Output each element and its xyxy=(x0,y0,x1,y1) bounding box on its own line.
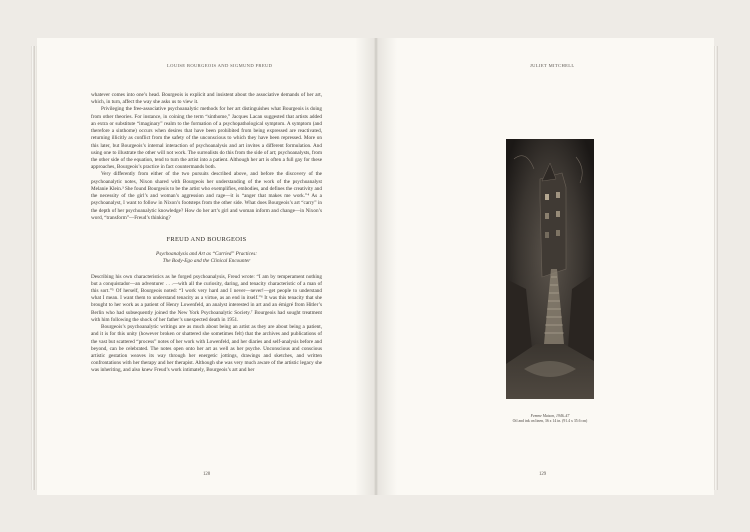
body-paragraph: Very differently from either of the two pursuits described above, and before the discovery of the psychoanalytic notes, Nixon shared with Bourgeois her understanding of the work of the psychoanalyst Melanie Klein.³ She found Bourgeois to be the artist who exemplifies, embodies, and defines the creativity and the necessity of the girl’s and woman’s aggression and rage—it is “anger that makes me work.”⁴ As a psychoanalyst, I want to follow in Nixon’s footsteps from the other side. What does Bourgeois’s art “carry” in the depth of her psychoanalytic knowledge? How do her art’s girl and woman inform and change—in Nixon’s word, “transform”—Freud’s thinking? xyxy=(91,171,322,221)
artwork-plate xyxy=(506,139,594,399)
right-running-head: JULIET MITCHELL xyxy=(530,63,575,68)
femme-maison-image xyxy=(506,139,594,399)
caption-title: Femme Maison, 1946–47 xyxy=(530,414,570,418)
subtitle-line-2: The Body-Ego and the Clinical Encounter xyxy=(162,258,251,265)
left-page xyxy=(37,38,376,495)
left-running-head: LOUISE BOURGEOIS AND SIGMUND FREUD xyxy=(167,63,273,68)
section-title: FREUD AND BOURGEOIS xyxy=(166,235,247,243)
subtitle-line-1: Psychoanalysis and Art as “Carried” Practices: xyxy=(156,251,257,258)
left-text-block xyxy=(91,92,322,375)
right-page xyxy=(376,38,714,495)
body-paragraph: whatever comes into one’s head. Bourgeois is explicit and insistent about the associative demands of her art, which, in turn, affect the way she asks us to view it. xyxy=(91,92,322,106)
book-gutter xyxy=(355,38,397,495)
section-subtitle xyxy=(91,251,322,265)
artwork-caption xyxy=(484,414,616,424)
right-page-number: 129 xyxy=(539,472,547,477)
body-paragraph: Bourgeois’s psychoanalytic writings are as much about being an artist as they are about being a patient, and it is for this unity (however broken or shattered she sometimes felt) that the archives and publications of the vast but scattered “process” notes of her work with Lowenfeld, and her diaries and self-analysis before and beyond, can be celebrated. The notes open onto her art as well as her psyche. Unconscious and conscious artistic gestation weaves its way through her energetic jottings, drawings and sketches, and written confrontations with her therapy and her therapist. Although she was very much aware of the artistic legacy she was inheriting, and also knew Freud’s work intimately, Bourgeois’s art and her xyxy=(91,324,322,374)
caption-medium: Oil and ink on linen, 36 x 14 in. (91.4 x 35.6 cm) xyxy=(512,419,588,423)
body-paragraph: Privileging the free-associative psychoanalytic methods for her art distinguishes what Bourgeois is doing from other theories. For instance, in coining the term “sinthome,” Jacques Lacan suggested that artists added an extra or substitute “imaginary” realm to the formation of a psychopathological symptom. A symptom (and therefore a sinthome) occurs when desires that have been prohibited from being expressed are reactivated, returning illicitly as conflict from the safety of the unconscious to which they have been repressed. More on this later, but Bourgeois’s internal interaction of psychoanalysis and art invites a different formulation. And using one to illustrate the other will not work. The surrealists do this from the side of art; psychoanalysts, from the other side of the equation, tend to turn the artist into a patient. Although her art is often a full gay for these approaches, Bourgeois’s practice in fact countermands both. xyxy=(91,106,322,171)
body-paragraph: Describing his own characteristics as he forged psychoanalysis, Freud wrote: “I am by temperament nothing but a conquistador—an adventurer . . .—with all the curiosity, daring, and tenacity characteristic of a man of this sort.”⁵ Of herself, Bourgeois noted: “I work very hard and I never—never!—get people to understand what I mean. I want them to understand tenacity as a virtue, as an end in itself.”⁶ It was this tenacity that she brought to her work as a patient of Henry Lowenfeld, an analyst interested in art and an émigré from Hitler’s Berlin who had subsequently joined the New York Psychoanalytic Society.⁷ Bourgeois had sought treatment with him following the shock of her father’s unexpected death in 1951. xyxy=(91,273,322,323)
book-spread xyxy=(37,38,714,495)
left-page-number: 128 xyxy=(203,472,211,477)
